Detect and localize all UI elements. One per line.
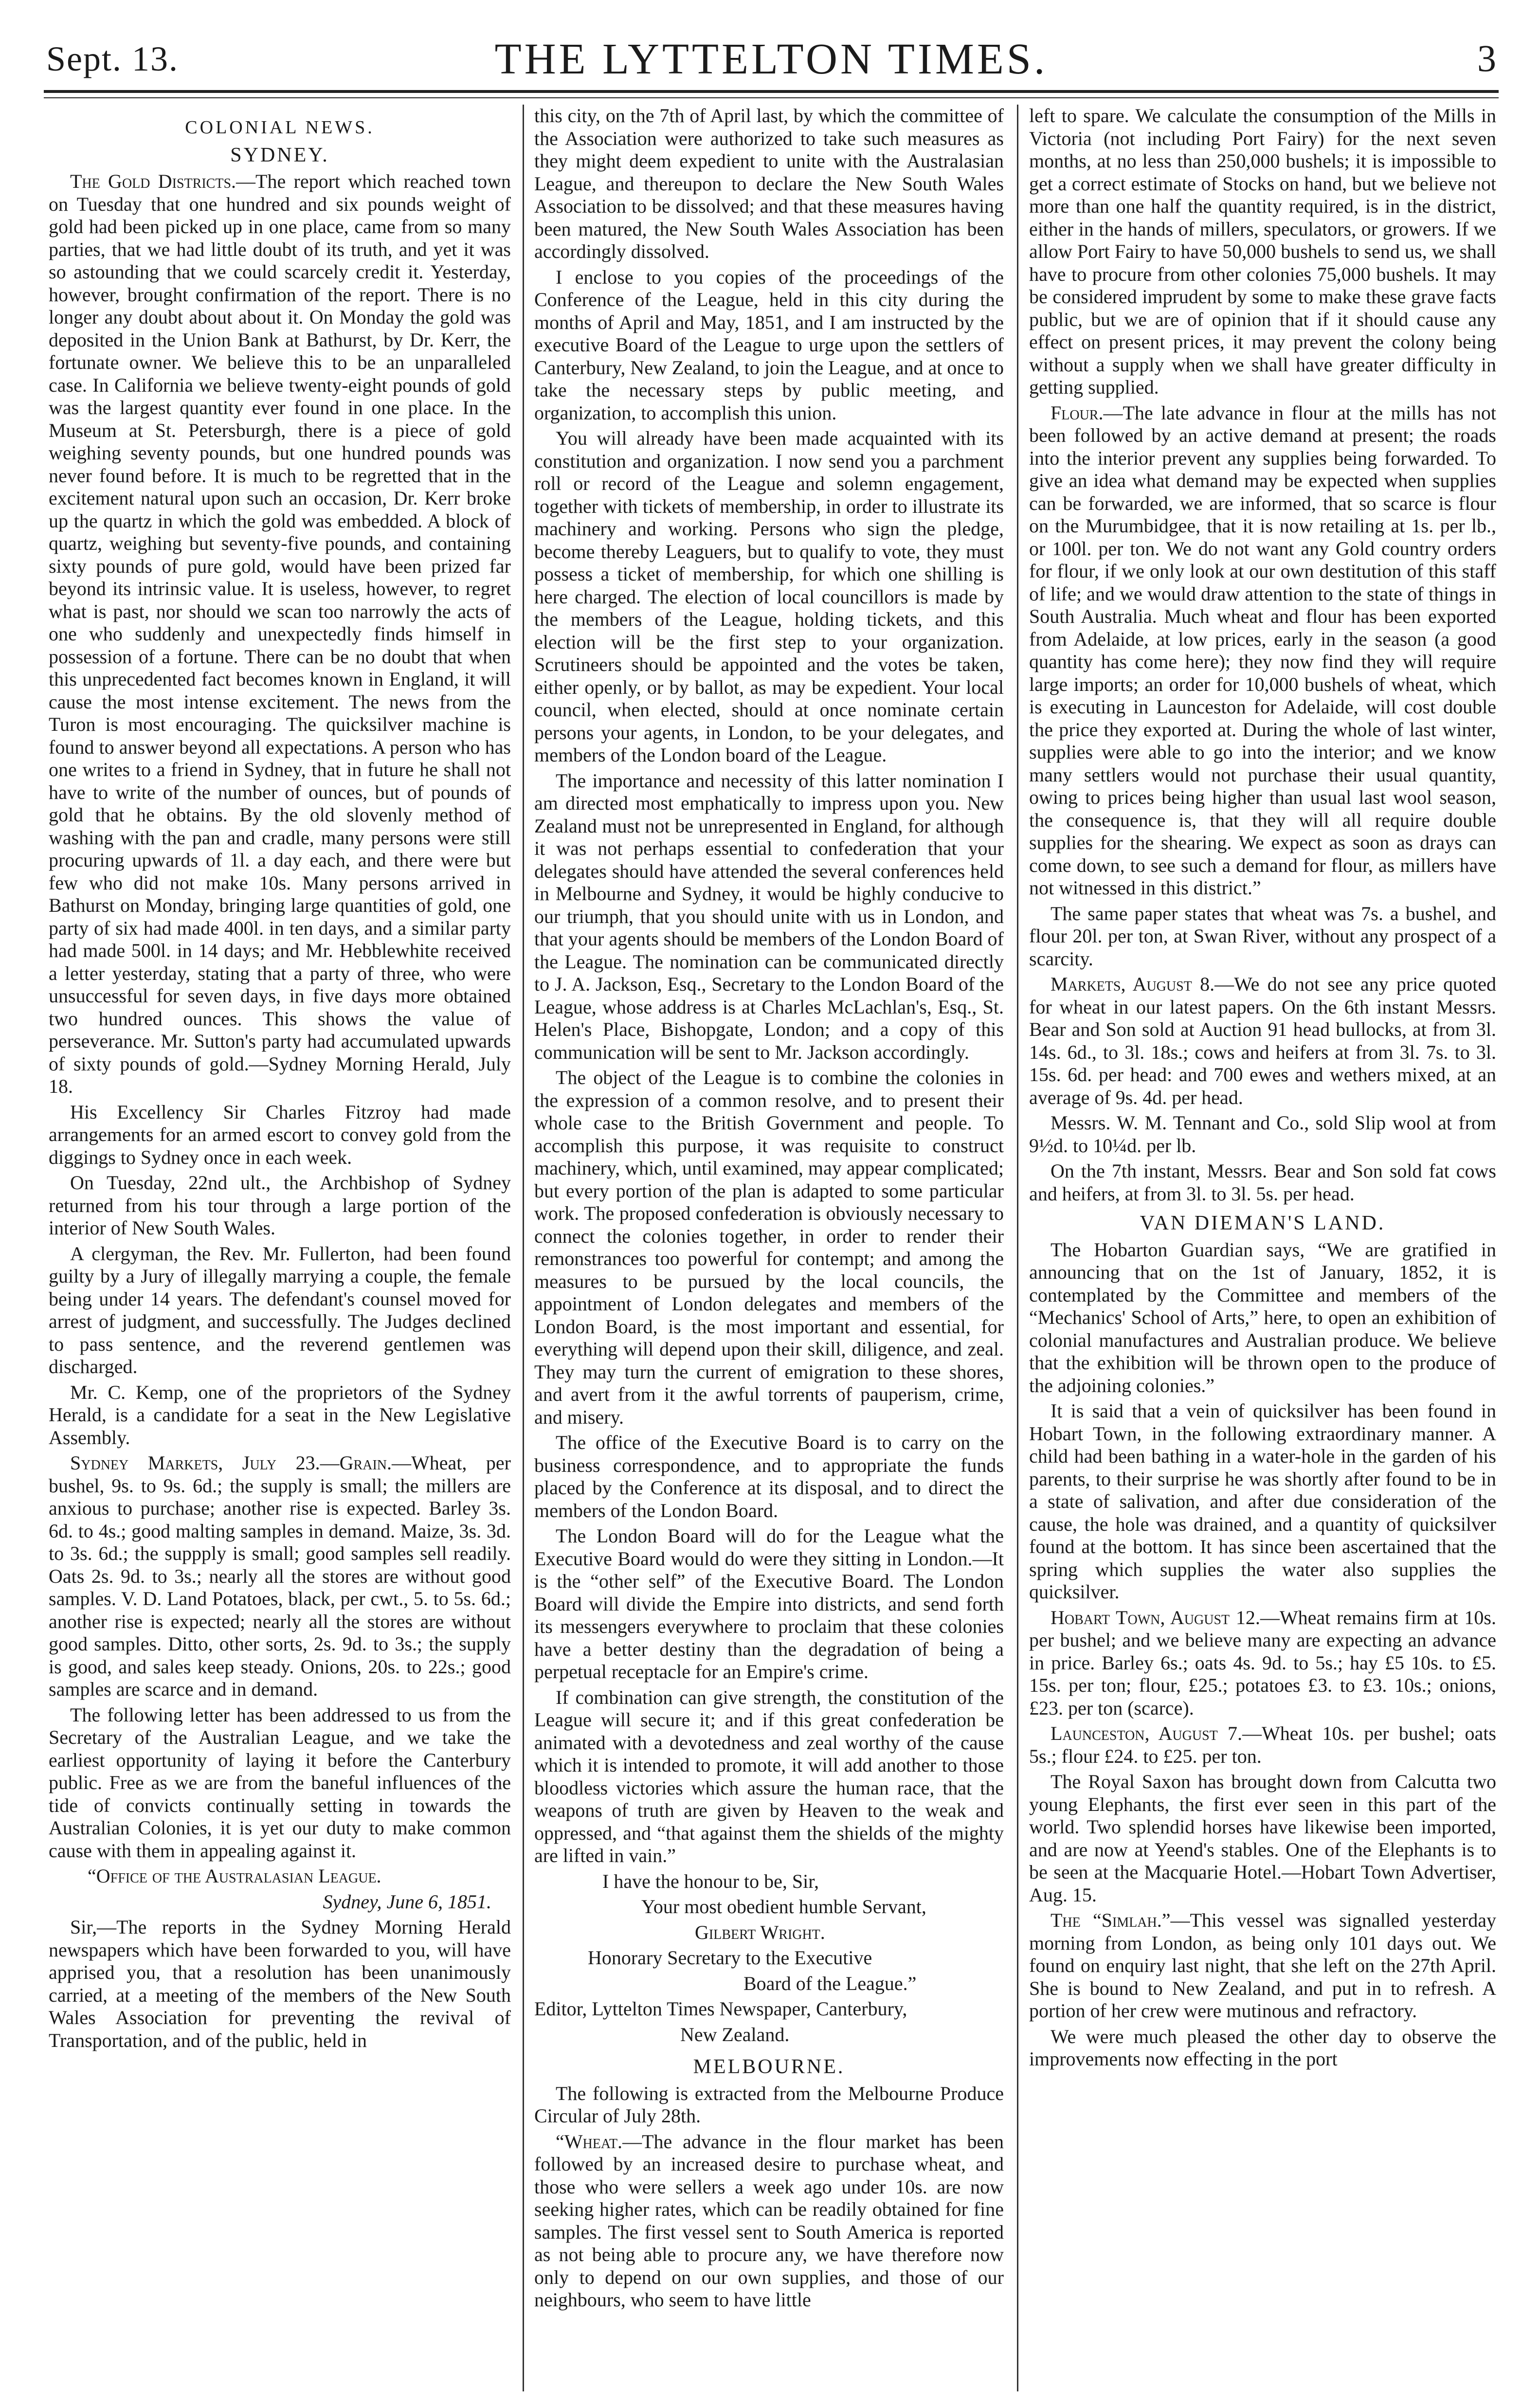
signature-title-2: Board of the League.” [743, 1972, 917, 1994]
article-body: —Wheat remains firm at 10s. per bushel; and we believe many are expecting an advance in price. Barley 6s.; oats 4s. 9d. to 5s.; hay £5 10s. to £5. 15s. per ton; flour, £25.; potatoes £3. to £3. 10s.; onions, £23. per ton (scarce). [1029, 1606, 1496, 1719]
article-body: —Wheat 10s. per bushel; oats 5s.; flour £24. to £25. per ton. [1029, 1722, 1496, 1767]
paragraph-royal-saxon: The Royal Saxon has brought down from Calcutta two young Elephants, the first ever seen in this part of the world. Two splendid horses have likewise been imported, and are now at Yeend's stables. One of the Elephants is to be seen at the Macquarie Hotel.—Hobart Town Advertiser, Aug. 15. [1029, 1771, 1496, 1906]
paragraph-quicksilver: It is said that a vein of quicksilver has been found in Hobart Town, in the following extraordinary manner. A child had been bathing in a water-hole in the garden of his parents, to their surprise he was shortly after found to be in a state of salivation, and after due consideration of the cause, the hole was drained, and a quantity of quicksilver found at the bottom. It has since been ascertained that the spring which supplies the water also supplies the quicksilver. [1029, 1400, 1496, 1603]
paragraph-office: The office of the Executive Board is to carry on the business correspondence, and to appropriate the funds placed by the Conference at its disposal, and to direct the members of the London Board. [534, 1431, 1004, 1521]
article-wheat [534, 2131, 1004, 2312]
lead-in: The “Simlah.” [1051, 1909, 1171, 1931]
column-1 [49, 105, 511, 2391]
article-flour [1029, 402, 1496, 900]
paragraph-acquainted: You will already have been made acquainted with its constitution and organization. I now send you a parchment roll or record of the League and solemn engagement, together with tickets of membership, in order to illustrate its machinery and working. Persons who sign the pledge, become thereby Leaguers, but to qualify to vote, they must possess a ticket of membership, for which one shilling is here charged. The election of local councillors is made by the members of the League, holding tickets, and this election will be the first step to your organization. Scrutineers should be appointed and the votes be taken, either openly, or by ballot, as may be expedient. Your local council, when elected, should at once nominate certain persons your agents, in London, to be your delegates, and members of the London board of the League. [534, 427, 1004, 766]
header-rule-thin [44, 97, 1499, 98]
letter-office: “Office of the Australasian League. [88, 1865, 381, 1887]
newspaper-title: THE LYTTELTON TIMES. [494, 35, 1048, 83]
article-sydney-markets [49, 1452, 511, 1701]
signature-name: Gilbert Wright. [695, 1921, 825, 1943]
paragraph-tennant: Messrs. W. M. Tennant and Co., sold Slip wool at from 9½d. to 10¼d. per lb. [1029, 1112, 1496, 1157]
article-simlah [1029, 1909, 1496, 2023]
paragraph-fullerton: A clergyman, the Rev. Mr. Fullerton, had been found guilty by a Jury of illegally marrying a couple, the female being under 14 years. The defendant's counsel moved for arrest of judgment, and successfully. The Judges declined to pass sentence, and the reverend gentlemen was discharged. [49, 1242, 511, 1377]
lead-in: Sydney Markets, July 23.—Grain. [70, 1452, 392, 1474]
article-body: —The late advance in flour at the mills has not been followed by an active demand at present; the roads into the interior prevent any supplies being forwarded. To give an idea what demand may be expected when supplies can be forwarded, we are informed, that so scarce is flour on the Murumbidgee, that it is now retailing at 1s. per lb., or 100l. per ton. We do not want any Gold country orders for flour, if we only look at our own destitution of this staff of life; and we would draw attention to the state of things in South Australia. Much wheat and flour has been exported from Adelaide, at low prices, early in the season (a good quantity has come here); they now find they will require large imports; an order for 10,000 bushels of wheat, which is executing in Launceston for Adelaide, will cost double the price they exported at. During the whole of last winter, supplies were able to go into the interior; and we know many settlers would not purchase their usual quantity, owing to prices being higher than usual last wool season, the consequence is, that they will all require double supplies for the shearing. We expect as soon as drays can come down, to see such a demand for flour, as millers have not witnessed in this district.” [1029, 401, 1496, 899]
header-rule [44, 90, 1499, 93]
page-number: 3 [1477, 37, 1496, 79]
article-launceston [1029, 1722, 1496, 1768]
signature-servant: Your most obedient humble Servant, [641, 1896, 926, 1918]
lead-in: “Wheat. [556, 2130, 623, 2153]
lead-in: Markets, August 8. [1051, 973, 1215, 995]
heading-sydney: SYDNEY. [230, 144, 329, 166]
heading-melbourne: MELBOURNE. [693, 2056, 845, 2078]
paragraph-london-board: The London Board will do for the League what the Executive Board would do were they sitting in London.—It is the “other self” of the Executive Board. The London Board will divide the Empire into districts, and send forth its messengers everywhere to proclaim that these colonies have a better destiny than the degradation of being a perpetual receptacle for an Empire's crime. [534, 1525, 1004, 1682]
article-markets [1029, 973, 1496, 1109]
paragraph-guardian: The Hobarton Guardian says, “We are gratified in announcing that on the 1st of January, 1852, it is contemplated by the Committee and members of the “Mechanics' School of Arts,” here, to open an exhibition of colonial manufactures and Australian produce. We believe that the exhibition will be thrown open to the produce of the adjoining colonies.” [1029, 1238, 1496, 1396]
article-body: —The report which reached town on Tuesday that one hundred and six pounds weight of gold had been picked up in one place, came from so many parties, that we had little doubt of its truth, and yet it was so astounding that we could scarcely credit it. Yesterday, however, brought confirmation of the report. There is no longer any doubt about about it. On Monday the gold was deposited in the Union Bank at Bathurst, by Dr. Kerr, the fortunate owner. We believe this to be an unparalleled case. In California we believe twenty-eight pounds of gold was the largest quantity ever found in one place. In the Museum at St. Petersburgh, there is a piece of gold weighing seventy pounds, but one hundred pounds was never found before. It is much to be regretted that in the excitement natural upon such an occasion, Dr. Kerr broke up the quartz in which the gold was embedded. A block of quartz, weighing but seventy-five pounds, and containing sixty pounds of pure gold, would have been prized far beyond its intrinsic value. It is useless, however, to regret what is past, nor should we scan too narrowly the acts of one who suddenly and unexpectedly finds himself in possession of a fortune. There can be no doubt that when this unprecedented fact becomes known in England, it will cause the most intense excitement. The news from the Turon is most encouraging. The quicksilver machine is found to answer beyond all expectations. A person who has one writes to a friend in Sydney, that in future he shall not have to write of the number of ounces, but of pounds of gold that he obtains. By the old slovenly method of washing with the pan and cradle, many persons were still procuring upwards of 1l. a day each, and there were but few who did not make 10s. Many persons arrived in Bathurst on Monday, bringing large quantities of gold, one party of six had made 400l. in ten days, and a similar party had made 500l. in 14 days; and Mr. Hebblewhite received a letter yesterday, stating that a party of three, who were unsuccessful for seven days, in five days more obtained two hundred ounces. This shows the value of perseverance. Mr. Sutton's party had accumulated upwards of sixty pounds of gold.—Sydney Morning Herald, July 18. [49, 170, 511, 1097]
paragraph-fitzroy: His Excellency Sir Charles Fitzroy had made arrangements for an armed escort to convey gold from the diggings to Sydney once in each week. [49, 1101, 511, 1168]
paragraph-extract: The following is extracted from the Melbourne Produce Circular of July 28th. [534, 2082, 1004, 2127]
lead-in: Flour. [1051, 401, 1104, 424]
column-divider [1017, 105, 1018, 2391]
paragraph-archbishop: On Tuesday, 22nd ult., the Archbishop of Sydney returned from his tour through a large portion of the interior of New South Wales. [49, 1172, 511, 1239]
column-2 [534, 105, 1004, 2391]
paragraph-object: The object of the League is to combine the colonies in the expression of a common resolve, and to present their whole case to the British Government and people. To accomplish this purpose, it was requisite to construct machinery, which, until examined, may appear complicated; but every portion of the plan is adapted to some particular work. The proposed confederation is obviously necessary to connect the colonies together, in order to render their remonstrances too powerful for contempt; and among the measures to be pursued by the local councils, the appointment of London delegates and members of the London Board, is the most important and essential, for everything will depend upon their skill, diligence, and zeal. They may turn the current of emigration to these shores, and avert from it the awful torrents of pauperism, crime, and misery. [534, 1067, 1004, 1428]
signature-title: Honorary Secretary to the Executive [588, 1947, 872, 1969]
paragraph-importance: The importance and necessity of this latter nomination I am directed most emphatically to impress upon you. New Zealand must not be unrepresented in England, for although it was not perhaps essential to confederation that your delegates should have attended the several conferences held in Melbourne and Sydney, it would be highly conducive to our triumph, that you should unite with us in London, and that your agents should be members of the London Board of the League. The nomination can be communicated directly to J. A. Jackson, Esq., Secretary to the London Board of the League, whose address is at Charles McLachlan's, Esq., St. Helen's Place, Bishopgate, London; and a copy of this communication will be sent to Mr. Jackson accordingly. [534, 769, 1004, 1063]
article-body: —The advance in the flour market has been followed by an increased desire to purchase wheat, and those who were sellers a week ago under 10s. are now seeking higher rates, which can be readily obtained for fine samples. The first vessel sent to South America is reported as not being able to procure any, we have therefore now only to depend on our own supplies, and those of our neighbours, who seem to have little [534, 2130, 1004, 2311]
column-3 [1029, 105, 1496, 2391]
editor-address-2: New Zealand. [680, 2023, 790, 2045]
letter-start: Sir,—The reports in the Sydney Morning Herald newspapers which have been forwarded to you, will have apprised you, that a resolution has been unanimously carried, at a meeting of the members of the New South Wales Association for preventing the revival of Transportation, and of the public, held in [49, 1916, 511, 2051]
letter-date: Sydney, June 6, 1851. [323, 1890, 491, 1913]
lead-in: Hobart Town, August 12. [1051, 1606, 1260, 1628]
page-header [44, 24, 1499, 83]
article-body: —We do not see any price quoted for wheat in our latest papers. On the 6th instant Messrs. Bear and Son sold at Auction 91 head bullocks, at from 3l. 14s. 6d., to 3l. 18s.; cows and heifers at from 3l. 7s. to 3l. 15s. 6d. per head: and 700 ewes and wethers mixed, at an average of 9s. 4d. per head. [1029, 973, 1496, 1108]
paragraph-swan-river: The same paper states that wheat was 7s. a bushel, and flour 20l. per ton, at Swan River, without any prospect of a scarcity. [1029, 902, 1496, 970]
article-gold-districts [49, 170, 511, 1098]
paragraph-enclose: I enclose to you copies of the proceedings of the Conference of the League, held in this city during the months of April and May, 1851, and I am instructed by the executive Board of the League to urge upon the settlers of Canterbury, New Zealand, to join the League, and at once to take the necessary steps by public meeting, and organization, to accomplish this union. [534, 266, 1004, 424]
lead-in: The Gold Districts. [70, 170, 236, 192]
issue-date: Sept. 13. [46, 39, 179, 78]
article-hobart [1029, 1607, 1496, 1720]
paragraph-combination: If combination can give strength, the constitution of the League will secure it; and if this great confederation be animated with a devotedness and zeal worthy of the cause which it is intended to promote, it will add another to those bloodless victories which assure the human race, that the weapons of truth are given by Heaven to the weak and oppressed, and “that against them the shields of the mighty are lifted in vain.” [534, 1686, 1004, 1866]
article-body: —This vessel was signalled yesterday morning from London, as being only 101 days out. We found on enquiry last night, that she left on the 27th April. She is bound to New Zealand, and put in to refresh. A portion of her crew were mutinous and refractory. [1029, 1909, 1496, 2022]
section-heading-colonial-news: COLONIAL NEWS. [185, 117, 375, 138]
lead-in: Launceston, August 7. [1051, 1722, 1242, 1744]
editor-address: Editor, Lyttelton Times Newspaper, Canterbury, [534, 1998, 907, 2020]
signature-honour: I have the honour to be, Sir, [602, 1870, 819, 1892]
paragraph-bear: On the 7th instant, Messrs. Bear and Son sold fat cows and heifers, at from 3l. to 3l. 5s. per head. [1029, 1160, 1496, 1205]
column-divider [523, 105, 524, 2391]
letter-continued: this city, on the 7th of April last, by which the committee of the Association were authorized to take such measures as they might deem expedient to unite with the Australasian League, and thereupon to declare the New South Wales Association to be dissolved; and that these measures having been matured, the New South Wales Association has been accordingly dissolved. [534, 105, 1004, 262]
article-body: —Wheat, per bushel, 9s. to 9s. 6d.; the supply is small; the millers are anxious to purchase; another rise is expected. Barley 3s. 6d. to 4s.; good malting samples in demand. Maize, 3s. 3d. to 3s. 6d.; the suppply is small; good samples sell readily. Oats 2s. 9d. to 3s.; nearly all the stores are without good samples. V. D. Land Potatoes, black, per cwt., 5. to 5s. 6d.; another rise is expected; nearly all the stores are without good samples. Ditto, other sorts, 2s. 9d. to 3s.; the supply is good, and sales keep steady. Onions, 20s. to 22s.; good samples are scarce and in demand. [49, 1452, 511, 1700]
paragraph-kemp: Mr. C. Kemp, one of the proprietors of the Sydney Herald, is a candidate for a seat in the New Legislative Assembly. [49, 1381, 511, 1448]
wheat-continued: left to spare. We calculate the consumption of the Mills in Victoria (not including Port Fairy) for the next seven months, at no less than 250,000 bushels; it is impossible to get a correct estimate of Stocks on hand, but we believe not more than one half the quantity required, is in the district, either in the hands of millers, speculators, or growers. If we allow Port Fairy to have 50,000 bushels to send us, we shall have to procure from other colonies 75,000 bushels. It may be considered imprudent by some to make these grave facts public, but we are of opinion that if it should cause any effect on present prices, it may prevent the colony being without a supply when we shall have greater difficulty in getting supplied. [1029, 105, 1496, 398]
paragraph-port-improvements: We were much pleased the other day to observe the improvements now effecting in the port [1029, 2025, 1496, 2070]
heading-van-diemans-land: VAN DIEMAN'S LAND. [1140, 1212, 1386, 1234]
paragraph-letter-intro: The following letter has been addressed to us from the Secretary of the Australian League, and we take the earliest opportunity of laying it before the Canterbury public. Free as we are from the baneful influences of the tide of convicts continually setting in towards the Australian Colonies, it is yet our duty to make common cause with them in appealing against it. [49, 1703, 511, 1862]
